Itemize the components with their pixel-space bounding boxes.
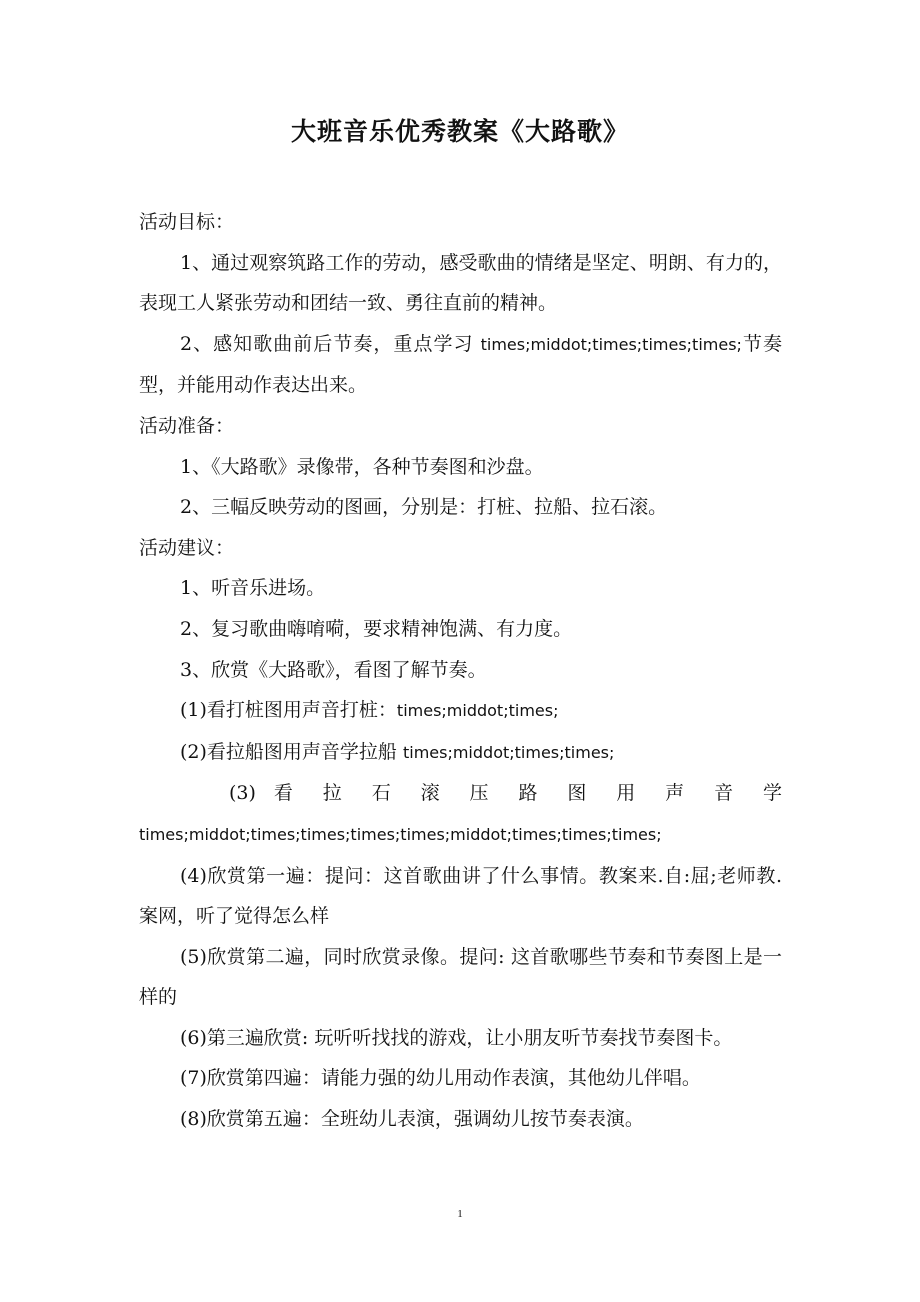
advice-item-1: 1、听音乐进场。 (180, 577, 326, 600)
step-item-8: (8)欣赏第五遍：全班幼儿表演，强调幼儿按节奏表演。 (180, 1108, 644, 1131)
advice-item-3: 3、欣赏《大路歌》，看图了解节奏。 (180, 658, 487, 681)
goal-item-1: 1、通过观察筑路工作的劳动，感受歌曲的情绪是坚定、明朗、有力的，表现工人紧张劳动和团结一致、勇往直前的精神。 (139, 251, 782, 315)
step-1-rhythm-code: times;middot;times; (396, 701, 559, 721)
step-2-prefix: (2)看拉船图用声音学拉船 (180, 740, 403, 763)
goal-item-2 (139, 324, 782, 406)
advice-heading: 活动建议： (139, 536, 235, 559)
step-2-rhythm-code: times;middot;times;times; (402, 742, 615, 762)
advice-item-2: 2、复习歌曲嗨唷嗬，要求精神饱满、有力度。 (180, 617, 573, 640)
prep-heading: 活动准备： (139, 414, 235, 437)
goal-2-rhythm-code: times;middot;times;times;times; (480, 334, 742, 354)
step-item-3: (3) 看 拉 石 滚 压 路 图 用 声 音 学 (229, 782, 782, 805)
step-item-2 (139, 732, 782, 774)
step-item-5: (5)欣赏第二遍，同时欣赏录像。提问: 这首歌哪些节奏和节奏图上是一样的 (139, 945, 782, 1009)
step-3-code-text: times;middot;times;times;times;times;middot;times;times;times; (139, 824, 662, 844)
step-item-1 (139, 690, 782, 732)
goals-heading: 活动目标： (139, 211, 235, 233)
step-1-prefix: (1)看打桩图用声音打桩： (180, 699, 397, 722)
goal-2-prefix: 2、感知歌曲前后节奏，重点学习 (180, 332, 481, 355)
step-item-6: (6)第三遍欣赏: 玩听听找找的游戏，让小朋友听节奏找节奏图卡。 (180, 1026, 733, 1049)
prep-item-2: 2、三幅反映劳动的图画，分别是：打桩、拉船、拉石滚。 (180, 496, 668, 519)
page-number: 1 (457, 1208, 463, 1220)
document-body (139, 202, 782, 1140)
prep-item-1: 1、《大路歌》录像带，各种节奏图和沙盘。 (180, 455, 544, 478)
step-3-rhythm-code (139, 814, 782, 856)
goal-2-suffix: 节奏型，并能用动作表达出来。 (139, 332, 782, 397)
document-title: 大班音乐优秀教案《大路歌》 (290, 117, 629, 146)
step-item-4: (4)欣赏第一遍：提问：这首歌曲讲了什么事情。教案来.自:屈;老师教.案网，听了觉得怎么样 (139, 864, 782, 928)
step-item-7: (7)欣赏第四遍：请能力强的幼儿用动作表演，其他幼儿伴唱。 (180, 1067, 701, 1090)
